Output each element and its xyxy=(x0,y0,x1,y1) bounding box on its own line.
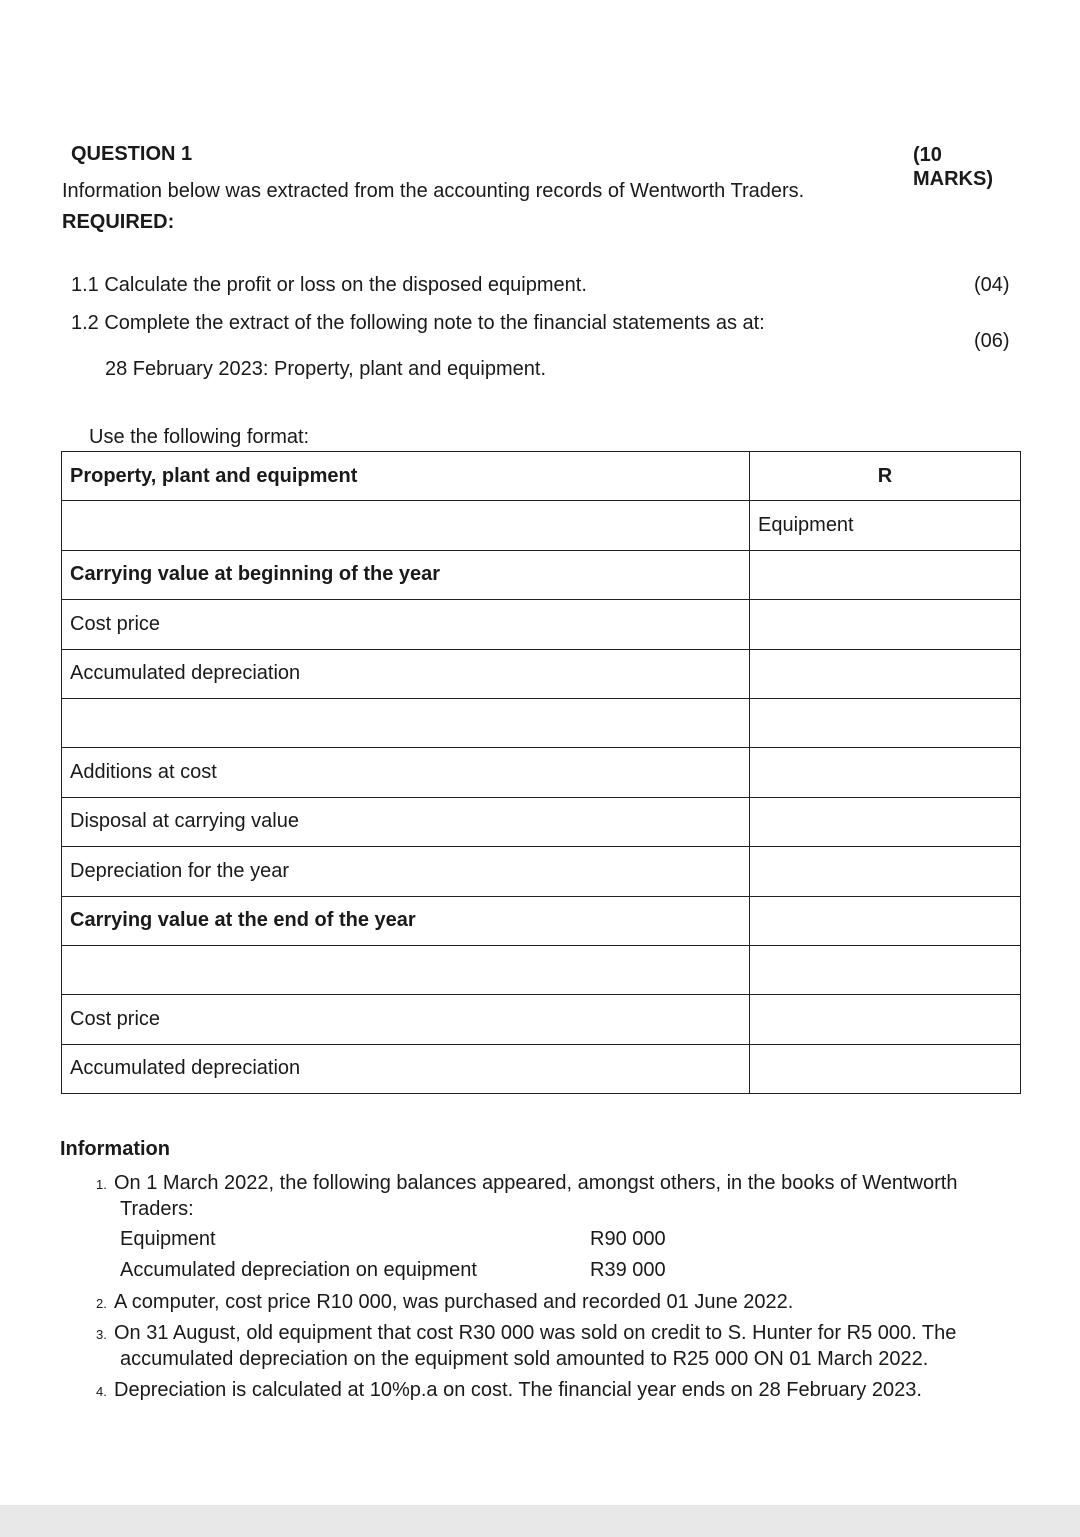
information-item xyxy=(96,1171,1026,1222)
row-label: Disposal at carrying value xyxy=(62,797,750,846)
information-heading: Information xyxy=(60,1138,170,1160)
row-value xyxy=(750,945,1021,994)
row-label xyxy=(62,501,750,550)
table-row xyxy=(62,550,1021,599)
requirement-1-1-marks: (04) xyxy=(974,274,1010,296)
row-label: Additions at cost xyxy=(62,748,750,797)
table-row xyxy=(62,945,1021,994)
question-total-marks: (10 MARKS) xyxy=(913,144,993,190)
table-row xyxy=(62,995,1021,1044)
table-row xyxy=(62,896,1021,945)
requirement-1-2: 1.2 Complete the extract of the following note to the financial statements as at: xyxy=(71,312,765,334)
item-text: On 1 March 2022, the following balances appeared, amongst others, in the books of Wentworth xyxy=(114,1172,958,1194)
row-label: Carrying value at the end of the year xyxy=(62,896,750,945)
row-value xyxy=(750,698,1021,747)
requirement-1-2-marks: (06) xyxy=(974,330,1010,352)
format-label: Use the following format: xyxy=(89,426,310,448)
table-row xyxy=(62,698,1021,747)
balance-value: R90 000 xyxy=(590,1228,666,1250)
information-item xyxy=(96,1290,1026,1316)
row-value xyxy=(750,797,1021,846)
item-text-continued: accumulated depreciation on the equipment sold amounted to R25 000 ON 01 March 2022. xyxy=(120,1348,929,1370)
row-value xyxy=(750,550,1021,599)
item-number: 4. xyxy=(96,1384,107,1399)
row-value xyxy=(750,847,1021,896)
information-item xyxy=(96,1321,1026,1372)
table-header-row xyxy=(62,452,1021,501)
row-value xyxy=(750,1044,1021,1093)
table-row xyxy=(62,797,1021,846)
table-row xyxy=(62,1044,1021,1093)
row-value xyxy=(750,600,1021,649)
table-row xyxy=(62,847,1021,896)
page-footer-bar xyxy=(0,1505,1080,1537)
item-number: 1. xyxy=(96,1177,107,1192)
row-value xyxy=(750,649,1021,698)
row-value: Equipment xyxy=(750,501,1021,550)
required-heading: REQUIRED: xyxy=(62,211,175,233)
row-label: Depreciation for the year xyxy=(62,847,750,896)
item-text: A computer, cost price R10 000, was purchased and recorded 01 June 2022. xyxy=(114,1291,794,1313)
row-label: Carrying value at beginning of the year xyxy=(62,550,750,599)
balance-value: R39 000 xyxy=(590,1259,666,1281)
table-header-currency: R xyxy=(750,452,1021,501)
table-row xyxy=(62,649,1021,698)
item-number: 3. xyxy=(96,1327,107,1342)
table-row xyxy=(62,600,1021,649)
requirement-1-2-continued: 28 February 2023: Property, plant and equipment. xyxy=(105,358,547,380)
row-label: Accumulated depreciation xyxy=(62,649,750,698)
information-item xyxy=(96,1378,1026,1404)
row-label: Cost price xyxy=(62,600,750,649)
row-value xyxy=(750,995,1021,1044)
table-row xyxy=(62,501,1021,550)
table-header-label: Property, plant and equipment xyxy=(62,452,750,501)
row-value xyxy=(750,896,1021,945)
row-label xyxy=(62,945,750,994)
item-number: 2. xyxy=(96,1296,107,1311)
ppe-note-table xyxy=(61,451,1021,1094)
row-label xyxy=(62,698,750,747)
item-text: Depreciation is calculated at 10%p.a on cost. The financial year ends on 28 February 2023. xyxy=(114,1379,922,1401)
row-label: Cost price xyxy=(62,995,750,1044)
item-text-continued: Traders: xyxy=(120,1198,194,1220)
balance-label: Accumulated depreciation on equipment xyxy=(120,1259,477,1281)
row-label: Accumulated depreciation xyxy=(62,1044,750,1093)
question-intro: Information below was extracted from the accounting records of Wentworth Traders. xyxy=(62,180,805,202)
question-title: QUESTION 1 xyxy=(71,143,193,165)
item-text: On 31 August, old equipment that cost R30 000 was sold on credit to S. Hunter for R5 000. The xyxy=(114,1322,957,1344)
balance-label: Equipment xyxy=(120,1228,216,1250)
requirement-1-1: 1.1 Calculate the profit or loss on the disposed equipment. xyxy=(71,274,587,296)
table-row xyxy=(62,748,1021,797)
row-value xyxy=(750,748,1021,797)
